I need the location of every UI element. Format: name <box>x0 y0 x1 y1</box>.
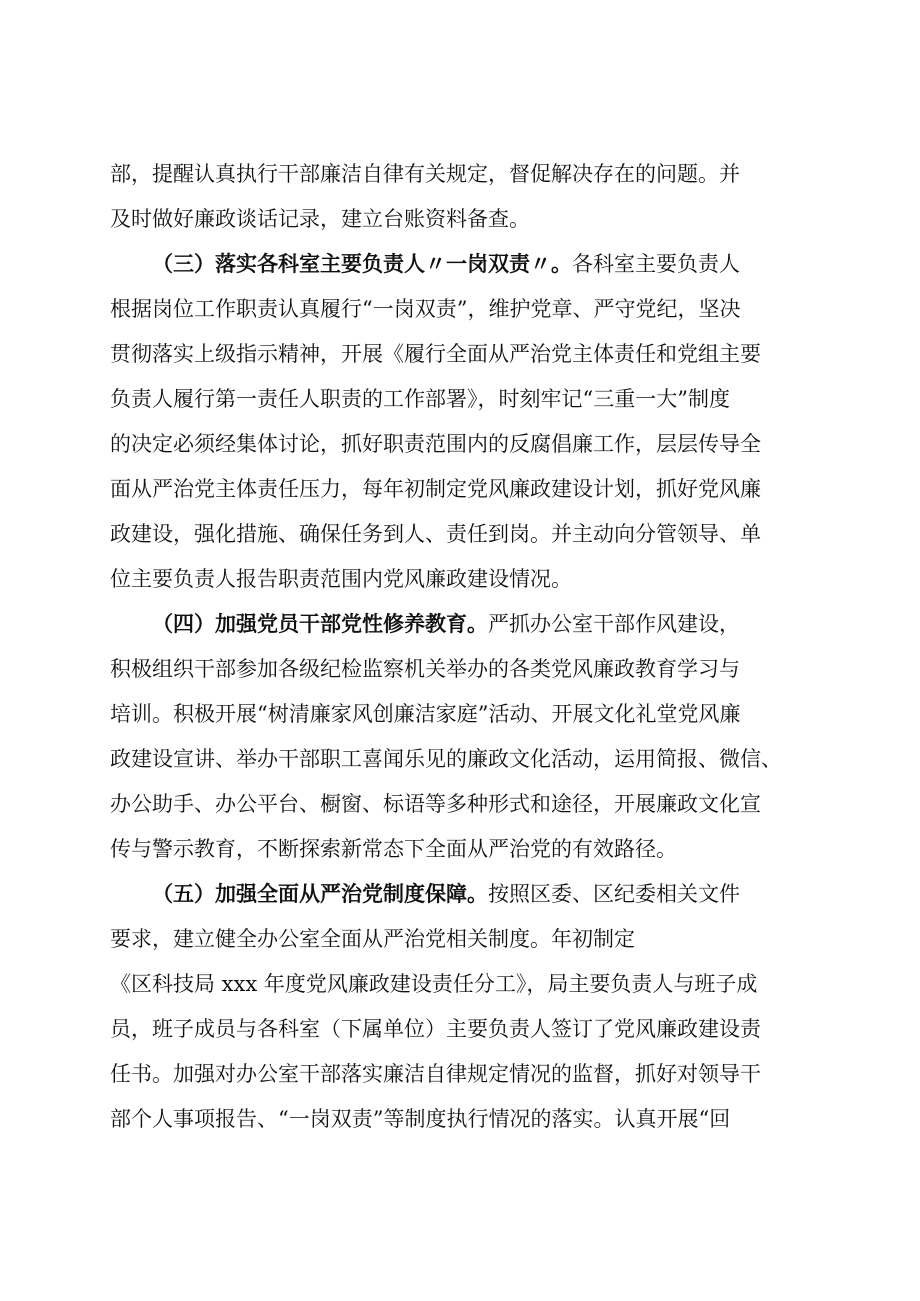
line-text: 部，提醒认真执行干部廉洁自律有关规定，督促解决存在的问题。并 <box>110 162 740 186</box>
section-3-first-line <box>152 249 815 279</box>
section-3-heading: （三）落实各科室主要负责人〃一岗双责〃。 <box>152 252 572 276</box>
section-5-first-line <box>152 879 815 909</box>
line-text: 及时做好廉政谈话记录，建立台账资料备查。 <box>110 207 530 231</box>
section-4-heading: （四）加强党员干部党性修养教育。 <box>152 612 488 636</box>
line-text: 部个人事项报告、“一岗双责”等制度执行情况的落实。认真开展“回 <box>110 1107 731 1131</box>
line-text: 位主要负责人报告职责范围内党风廉政建设情况。 <box>110 567 572 591</box>
line-text: 政建设宣讲、举办干部职工喜闻乐见的廉政文化活动，运用简报、微信、 <box>110 747 782 771</box>
text-line <box>110 474 815 504</box>
line-text: 贯彻落实上级指示精神，开展《履行全面从严治党主体责任和党组主要 <box>110 342 761 366</box>
line-text: 负责人履行第一责任人职责的工作部署》，时刻牢记“三重一大”制度 <box>110 387 730 411</box>
text-line <box>110 1059 815 1089</box>
line-text: 政建设，强化措施、确保任务到人、责任到岗。并主动向分管领导、单 <box>110 522 761 546</box>
line-text: 面从严治党主体责任压力，每年初制定党风廉政建设计划，抓好党风廉 <box>110 477 761 501</box>
line-text: 员，班子成员与各科室（下属单位）主要负责人签订了党风廉政建设责 <box>110 1017 761 1041</box>
text-line <box>110 789 815 819</box>
text-line <box>110 519 815 549</box>
line-text: 严抓办公室干部作风建设， <box>488 612 740 636</box>
text-line <box>110 654 815 684</box>
text-line <box>110 699 815 729</box>
line-text: 传与警示教育，不断探索新常态下全面从严治党的有效路径。 <box>110 837 677 861</box>
text-line <box>110 1104 815 1134</box>
text-line <box>110 204 815 234</box>
line-text: 任书。加强对办公室干部落实廉洁自律规定情况的监督，抓好对领导干 <box>110 1062 761 1086</box>
line-text: 按照区委、区纪委相关文件 <box>488 882 740 906</box>
text-line <box>110 744 815 774</box>
line-text: 培训。积极开展“树清廉家风创廉洁家庭”活动、开展文化礼堂党风廉 <box>110 702 741 726</box>
text-line <box>110 159 815 189</box>
text-line <box>110 339 815 369</box>
line-text: 的决定必须经集体讨论，抓好职责范围内的反腐倡廉工作，层层传导全 <box>110 432 761 456</box>
line-text: 积极组织干部参加各级纪检监察机关举办的各类党风廉政教育学习与 <box>110 657 740 681</box>
line-text: 要求，建立健全办公室全面从严治党相关制度。年初制定 <box>110 927 635 951</box>
text-line <box>110 969 815 999</box>
section-4-first-line <box>152 609 815 639</box>
text-line <box>110 924 815 954</box>
text-line <box>110 1014 815 1044</box>
line-text: 各科室主要负责人 <box>572 252 740 276</box>
text-line <box>110 564 815 594</box>
text-line <box>110 429 815 459</box>
text-line <box>110 384 815 414</box>
line-text: 《区科技局 xxx 年度党风廉政建设责任分工》，局主要负责人与班子成 <box>110 972 758 996</box>
text-line <box>110 294 815 324</box>
section-5-heading: （五）加强全面从严治党制度保障。 <box>152 882 488 906</box>
line-text: 办公助手、办公平台、橱窗、标语等多种形式和途径，开展廉政文化宣 <box>110 792 761 816</box>
text-line <box>110 834 815 864</box>
line-text: 根据岗位工作职责认真履行“一岗双责”，维护党章、严守党纪，坚决 <box>110 297 741 321</box>
